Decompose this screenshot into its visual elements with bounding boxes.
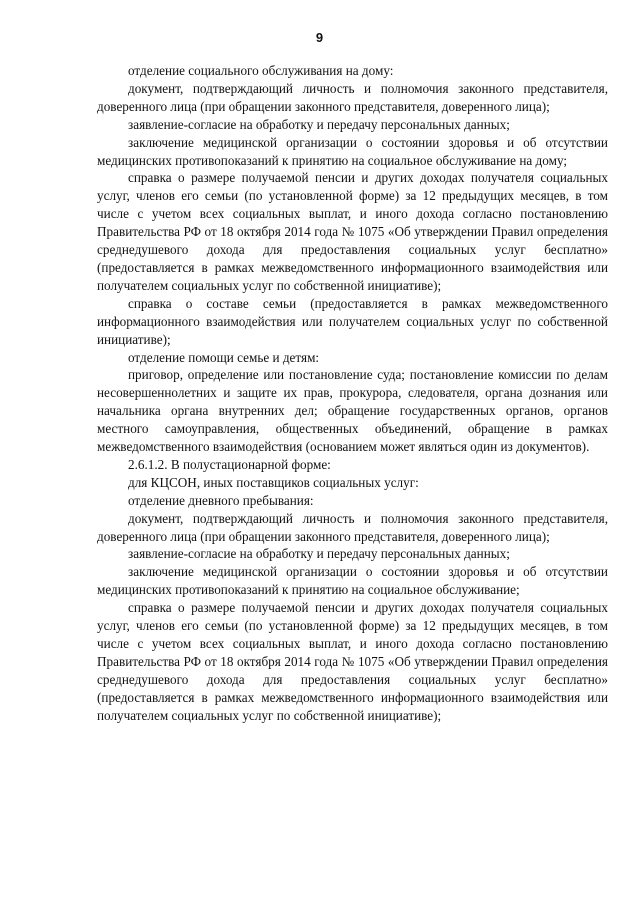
paragraph: заключение медицинской организации о состоянии здоровья и об отсутствии медицинских противопоказаний к принятию на социальное обслуживание на дому; xyxy=(97,134,608,168)
page-number: 9 xyxy=(315,30,324,45)
paragraph: справка о размере получаемой пенсии и других доходах получателя социальных услуг, членов его семьи (по установленной форме) за 12 предыдущих месяцев, в том числе с учетом всех социальных выплат, и иного дохода согласно постановлению Правительства РФ от 18 октября 2014 года № 1075 «Об утверждении Правил определения среднедушевого дохода для предоставления социальных услуг бесплатно» (предоставляется в рамках межведомственного информационного взаимодействия или получателем социальных услуг по собственной инициативе); xyxy=(97,600,608,723)
paragraph: отделение дневного пребывания: xyxy=(128,492,314,508)
paragraph: приговор, определение или постановление суда; постановление комиссии по делам несовершеннолетних и защите их прав, прокурора, следователя, органа дознания или начальника органа внутренних дел; обращение государственных органов, органов местного самоуправления, общественных объединений, обращение в рамках межведомственного взаимодействия (основанием может являться один из документов). xyxy=(97,367,608,455)
paragraph: заявление-согласие на обработку и передачу персональных данных; xyxy=(128,546,510,562)
paragraph: для КЦСОН, иных поставщиков социальных услуг: xyxy=(128,474,419,490)
paragraph: документ, подтверждающий личность и полномочия законного представителя, доверенного лица (при обращении законного представителя, доверенного лица); xyxy=(97,510,608,544)
paragraph: 2.6.1.2. В полустационарной форме: xyxy=(128,456,331,472)
paragraph: отделение помощи семье и детям: xyxy=(128,349,320,365)
paragraph: документ, подтверждающий личность и полномочия законного представителя, доверенного лица (при обращении законного представителя, доверенного лица); xyxy=(97,80,608,114)
paragraph: заявление-согласие на обработку и передачу персональных данных; xyxy=(128,116,510,132)
document-body xyxy=(97,62,608,725)
paragraph: справка о составе семьи (предоставляется в рамках межведомственного информационного взаимодействия или получателем социальных услуг по собственной инициативе); xyxy=(97,295,608,347)
paragraph: отделение социального обслуживания на дому: xyxy=(128,63,394,78)
paragraph: заключение медицинской организации о состоянии здоровья и об отсутствии медицинских противопоказаний к принятию на социальное обслуживание; xyxy=(97,564,608,598)
paragraph: справка о размере получаемой пенсии и других доходах получателя социальных услуг, членов его семьи (по установленной форме) за 12 предыдущих месяцев, в том числе с учетом всех социальных выплат, и иного дохода согласно постановлению Правительства РФ от 18 октября 2014 года № 1075 «Об утверждении Правил определения среднедушевого дохода для предоставления социальных услуг бесплатно» (предоставляется в рамках межведомственного информационного взаимодействия или получателем социальных услуг по собственной инициативе); xyxy=(97,170,608,293)
